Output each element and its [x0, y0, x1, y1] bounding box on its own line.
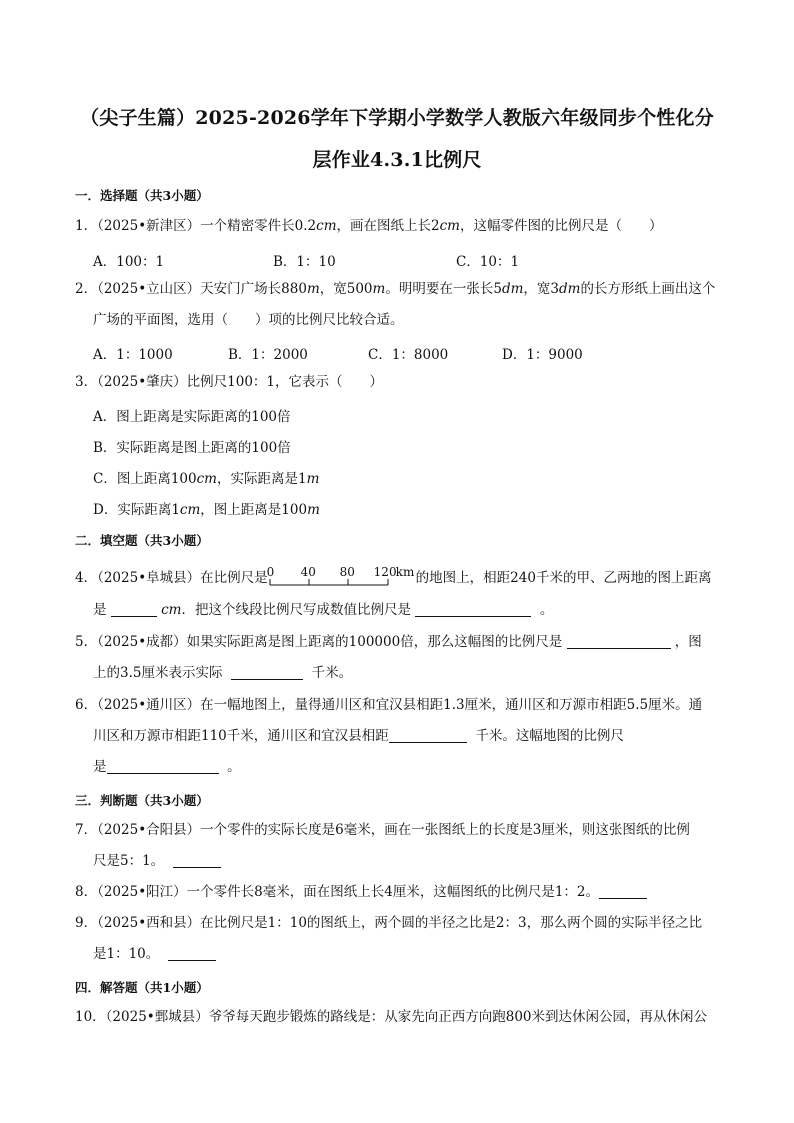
q2-text-e: 的长方形纸上画出这个	[580, 281, 716, 297]
q3d-unit-1: cm	[179, 502, 201, 518]
q9-line2-text: 是1：10。	[93, 946, 160, 962]
q3d-unit-2: m	[307, 502, 320, 518]
q4-text-b: 的地图上，相距240千米的甲、乙两地的图上距离	[415, 570, 712, 586]
q3-option-b: B．实际距离是图上距离的100倍	[93, 440, 291, 456]
q3-option-d	[93, 498, 320, 518]
q2-text-c: 。明明要在一张长5	[385, 281, 502, 297]
q2-option-a: A．1：1000	[93, 347, 173, 363]
q4-answer-blank-1[interactable]	[111, 603, 157, 617]
question-5-stem	[75, 634, 720, 650]
q3d-text-b: ，图上距离是100	[200, 502, 308, 518]
q8-text: 8．（2025•阳江）一个零件长8毫米，面在图纸上长4厘米，这幅图纸的比例尺是1：2。	[75, 884, 600, 900]
q6-answer-blank-2[interactable]	[107, 760, 219, 774]
q1-unit-2: cm	[439, 218, 460, 234]
q6-line3-b: 。	[227, 759, 241, 775]
q6-line2-b: 千米。这幅地图的比例尺	[475, 728, 624, 744]
q1-mid: ，画在图纸上长2	[336, 218, 440, 234]
page-title-line2: 层作业4.3.1比例尺	[312, 149, 482, 171]
question-4-line2	[93, 602, 738, 618]
q2-unit-4: dm	[558, 281, 581, 297]
q3-option-a: A．图上距离是实际距离的100倍	[93, 409, 291, 425]
section-heading-judge: 三．判断题（共3小题）	[75, 793, 209, 808]
q3c-unit-1: cm	[196, 471, 217, 487]
q2-unit-2: m	[372, 281, 386, 297]
question-10-line1: 10．（2025•鄄城县）爷爷每天跑步锻炼的路线是：从家先向正西方向跑800米到达休闲公园，再从休闲公	[75, 1009, 708, 1025]
question-2-stem	[75, 281, 720, 297]
q5-text-a: 5．（2025•成都）如果实际距离是图上距离的100000倍，那么这幅图的比例尺是	[75, 634, 563, 650]
section-heading-fill: 二．填空题（共3小题）	[75, 533, 209, 548]
question-6-line2	[93, 728, 738, 744]
question-3-stem: 3．（2025•肇庆）比例尺100：1，它表示（ ）	[75, 374, 384, 390]
q5-answer-blank-1[interactable]	[567, 635, 671, 649]
q1-unit-1: cm	[316, 218, 337, 234]
page-title-line1: （尖子生篇）2025-2026学年下学期小学数学人教版六年级同步个性化分	[80, 107, 714, 129]
q5-line2-a: 上的3.5厘米表示实际	[93, 665, 223, 681]
question-4-stem	[75, 565, 720, 588]
q6-line2-a: 川区和万源市相距110千米，通川区和宜汉县相距	[93, 728, 389, 744]
q6-answer-blank-1[interactable]	[389, 729, 467, 743]
question-2-line2: 广场的平面图，选用（ ）项的比例尺比较合适。	[93, 312, 404, 328]
scale-label-80: 80	[339, 565, 355, 579]
scale-label-0: 0	[266, 565, 275, 579]
question-6-line1: 6．（2025•通川区）在一幅地图上，量得通川区和宜汉县相距1.3厘米，通川区和万源市相距5.5厘米。通	[75, 697, 703, 713]
q2-text-a: 2．（2025•立山区）天安门广场长880	[75, 281, 307, 297]
q1-option-a: A．100：1	[93, 254, 165, 270]
question-6-line3	[93, 759, 738, 775]
q4-line2-b: ．把这个线段比例尺写成数值比例尺是	[181, 602, 411, 618]
q2-text-b: ，宽500	[319, 281, 373, 297]
scale-label-40: 40	[300, 565, 316, 579]
section-heading-choice: 一．选择题（共3小题）	[75, 188, 209, 203]
question-9-line1: 9．（2025•西和县）在比例尺是1：10的图纸上，两个圆的半径之比是2：3，那么两个圆的实际半径之比	[75, 915, 703, 931]
q2-unit-1: m	[306, 281, 320, 297]
question-7-line2	[93, 853, 738, 869]
q3c-unit-2: m	[306, 471, 320, 487]
q5-text-b: ，图	[674, 634, 702, 650]
q4-unit: cm	[161, 602, 182, 618]
q4-line2-a: 是	[93, 602, 107, 618]
question-1-stem	[75, 218, 720, 234]
q2-option-d: D．1：9000	[502, 347, 583, 363]
q4-answer-blank-2[interactable]	[415, 603, 531, 617]
q1-prefix: 1．（2025•新津区）一个精密零件长0.2	[75, 218, 317, 234]
scale-label-120: 120	[373, 565, 397, 579]
question-8-line1	[75, 884, 720, 900]
line-scale-bar	[266, 565, 416, 588]
q5-line2-b: 千米。	[311, 665, 353, 681]
q7-line2-text: 尺是5：1。	[93, 853, 165, 869]
q9-answer-blank[interactable]	[168, 947, 216, 961]
q4-line2-c: 。	[539, 602, 554, 618]
q3-option-c	[93, 467, 319, 487]
q2-unit-3: dm	[501, 281, 524, 297]
scale-unit: km	[395, 565, 415, 579]
q1-suffix: ，这幅零件图的比例尺是（ ）	[459, 218, 663, 234]
q3c-text-a: C．图上距离100	[93, 471, 197, 487]
q5-answer-blank-2[interactable]	[231, 666, 303, 680]
q3d-text-a: D．实际距离1	[93, 502, 180, 518]
q1-option-b: B．1：10	[273, 254, 336, 270]
section-heading-solve: 四．解答题（共1小题）	[75, 980, 209, 995]
q2-option-b: B．1：2000	[228, 347, 308, 363]
q2-option-c: C．1：8000	[368, 347, 449, 363]
q4-text-a: 4．（2025•阜城县）在比例尺是	[75, 570, 268, 586]
q3c-text-b: ，实际距离是1	[216, 471, 307, 487]
q2-text-d: ，宽3	[523, 281, 559, 297]
question-5-line2	[93, 665, 738, 681]
question-9-line2	[93, 946, 738, 962]
q8-answer-blank[interactable]	[599, 885, 647, 899]
question-7-line1: 7．（2025•合阳县）一个零件的实际长度是6毫米，画在一张图纸上的长度是3厘米，则这张图纸的比例	[75, 822, 690, 838]
q7-answer-blank[interactable]	[173, 854, 221, 868]
q1-option-c: C．10：1	[456, 254, 520, 270]
q6-line3-a: 是	[93, 759, 107, 775]
